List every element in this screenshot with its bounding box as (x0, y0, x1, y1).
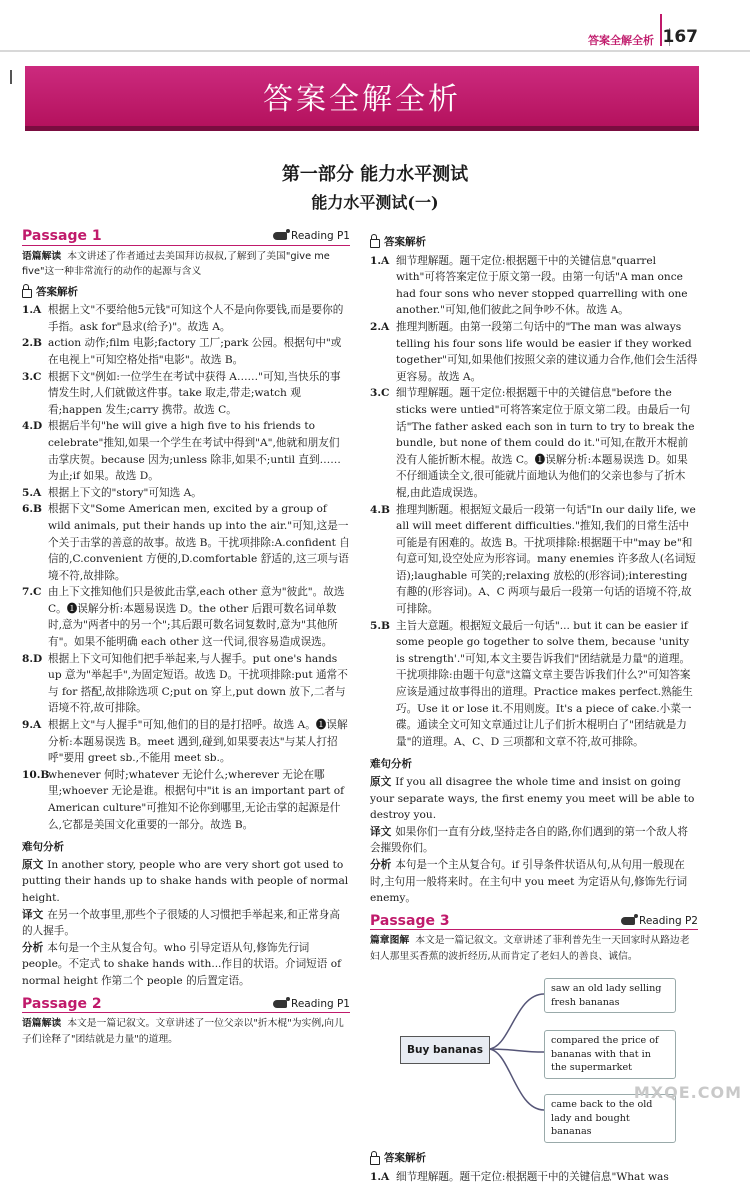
para-text: In another story, people who are very short got used to putting their hands up to shake hands with people of normal height. (22, 858, 349, 904)
mind-map-node: came back to the old lady and bought bananas (544, 1094, 676, 1143)
answers-heading-label: 答案解析 (384, 236, 426, 248)
answer-number: 5.B (370, 619, 391, 632)
para-text: 本句是一个主从复合句。who 引导定语从句,修饰先行词 people。不定式 to shake hands with...作目的状语。介词短语 of normal height 作第二个 people 的后置定语。 (22, 941, 342, 987)
passage-title: Passage 1 (22, 228, 102, 244)
intro-label: 篇章图解 (370, 935, 410, 947)
passage-title: Passage 2 (22, 995, 102, 1012)
para-text: 在另一个故事里,那些个子很矮的人习惯把手举起来,和正常身高的人握手。 (22, 908, 340, 938)
answer-text: 根据后半句"he will give a high five to his friends to celebrate"推知,如果一个学生在考试中得到"A",他就和朋友们击掌庆贺。because 因为;unless 除非,如果不;until 直到……为止;if 如果。故选 D。 (48, 420, 341, 483)
hard-sentence-original (370, 774, 698, 824)
para-key: 分析 (370, 858, 392, 871)
answer-item (22, 335, 350, 368)
passage-header (22, 228, 350, 246)
answer-text: 根据下文"Some American men, excited by a group of wild animals, put their hands up into the air."可知,这是一个关于击掌的善意的故事。故选 B。干扰项排除:A.confident 自信的,C.convenient 方便的,D.comfortable 舒适的,这三项与语境不符,故排除。 (48, 503, 350, 582)
answer-number: 2.B (22, 337, 43, 350)
right-column (370, 228, 698, 1186)
passage-intro (370, 933, 698, 964)
passage-intro (22, 249, 350, 280)
answer-text: 根据上下文可知他们把手举起来,与人握手。put one's hands up 意为"举起手",为固定短语。故选 D。干扰项排除:put 通常不与 for 搭配,故排除选项 C;put on 穿上,put down 放下,二者与语境不符,故可排除。 (48, 652, 348, 715)
reading-level (273, 996, 350, 1013)
answer-item (370, 1169, 698, 1186)
answer-item (22, 717, 350, 767)
answer-text: action 动作;film 电影;factory 工厂;park 公园。根据句中"或在电视上"可知空格处指"电影"。故选 B。 (48, 337, 342, 366)
hard-sentence-translation (22, 907, 350, 940)
passage-intro (22, 1016, 350, 1047)
intro-text: 本文讲述了作者通过去美国拜访叔叔,了解到了美国"give me five"这一种非常流行的动作的起源与含义 (22, 250, 330, 278)
left-column (22, 228, 350, 1051)
reading-level-label: Reading P2 (639, 914, 698, 927)
shoe-icon (621, 917, 635, 925)
hard-sentence-heading: 难句分析 (370, 758, 412, 771)
answer-text: 主旨大意题。根据短文最后一句话"... but it can be easier if some people go together to solve them, because 'unity is strength'."可知,本文主要告诉我们"团结就是力量"的道理。干扰项排除:由题干句意"这篇文章主要告诉我们什么?"可知答案应该是通过故事得出的道理。Practice makes perfect.熟能生巧。Use it or lose it.不用则废。It's a piece of cake.小菜一碟。通读全文可知文章通过让儿子们折木棍明白了"团结就是力量"的道理。A、C、D 三项都和文章不符,故可排除。 (396, 619, 693, 748)
mind-map-center: Buy bananas (400, 1036, 490, 1064)
passage-header (370, 913, 698, 931)
hard-sentence-heading: 难句分析 (22, 841, 64, 854)
answer-item (22, 302, 350, 335)
answer-number: 10.B (22, 768, 50, 781)
answer-item (22, 651, 350, 717)
answer-number: 5.A (22, 486, 42, 499)
mind-map (370, 970, 698, 1146)
answer-number: 3.C (22, 370, 42, 383)
answer-text: 推理判断题。根据短文最后一段第一句话"In our daily life, we all will meet different difficulties."推知,我们的日常生活中可能是有困难的。故选 B。干扰项排除:根据题干中"may be"和句意可知,设空处应为形容词。many enemies 许多敌人(名词短语);laughable 可笑的;relaxing 放松的(形容词);interesting 有趣的(形容词)。A、C 两项与最后一段第一句话的语境不符,故可排除。 (396, 503, 696, 616)
answer-item (22, 485, 350, 502)
answer-text: 根据上文"与人握手"可知,他们的目的是打招呼。故选 A。❶误解分析:本题易误选 B。meet 遇到,碰到,如果要表达"与某人打招呼"要用 greet sb.,不能用 meet sb.。 (48, 719, 348, 765)
hard-sentence-analysis (22, 940, 350, 990)
hard-sentence-original (22, 857, 350, 907)
para-key: 原文 (22, 858, 44, 871)
part-title: 第一部分 能力水平测试 (281, 164, 469, 185)
answer-item (22, 418, 350, 484)
para-text: If you all disagree the whole time and insist on going your separate ways, the first enemy you meet will be able to destroy you. (370, 776, 695, 822)
answer-number: 1.A (22, 304, 42, 317)
answer-text: 细节理解题。题干定位:根据题干中的关键信息"quarrel with"可将答案定位于原文第一段。由第一句话"A man once had four sons who never stopped quarrelling with one another."可知,他们彼此之间争吵不休。故选 A。 (396, 254, 688, 317)
answer-number: 9.A (22, 719, 42, 732)
answer-number: 3.C (370, 387, 390, 400)
shoe-icon (273, 232, 287, 240)
para-key: 分析 (22, 941, 44, 954)
answer-text: whenever 何时;whatever 无论什么;wherever 无论在哪里;whoever 无论是谁。根据句中"it is an important part of American culture"可推知不论你到哪里,无论击掌的起源是什么,它都是美国文化重要的一部分。故选 B。 (48, 768, 345, 831)
answer-number: 4.D (22, 420, 43, 433)
answer-text: 根据上文"不要给他5元钱"可知这个人不是向你要钱,而是要你的手指。ask for"恳求(给予)"。故选 A。 (48, 304, 344, 333)
para-text: 本句是一个主从复合句。if 引导条件状语从句,从句用一般现在时,主句用一般将来时。在主句中 you meet 为定语从句,修饰先行词 enemy。 (370, 858, 688, 905)
answer-number: 7.C (22, 586, 42, 599)
para-key: 译文 (22, 908, 44, 921)
reading-level-label: Reading P1 (291, 230, 350, 242)
answer-text: 细节理解题。题干定位:根据题干中的关键信息"What was (396, 1170, 669, 1183)
para-text: 如果你们一直有分歧,坚持走各自的路,你们遇到的第一个敌人将会摧毁你们。 (370, 825, 688, 855)
answers-heading (370, 234, 698, 251)
margin-mark (10, 70, 12, 84)
reading-level-label: Reading P1 (291, 997, 350, 1010)
chapter-banner (25, 66, 699, 126)
hard-sentence-translation (370, 824, 698, 857)
lock-icon (370, 1156, 380, 1165)
answers-heading (22, 284, 350, 301)
reading-level (273, 228, 350, 245)
answer-item (22, 501, 350, 584)
answer-item (370, 618, 698, 751)
answer-text: 根据上下文的"story"可知选 A。 (48, 486, 202, 499)
shoe-icon (273, 1000, 287, 1008)
banner-title: 答案全解全析 (263, 82, 461, 117)
answer-item (22, 584, 350, 650)
answer-item (22, 767, 350, 833)
answer-text: 根据下文"例如:一位学生在考试中获得 A……"可知,当快乐的事情发生时,人们就做这件事。take 取走,带走;watch 观看;happen 发生;carry 携带。故选 C。 (48, 370, 341, 416)
mind-map-node: compared the price of bananas with that in the supermarket (544, 1030, 676, 1079)
answer-item (370, 385, 698, 501)
test-title: 能力水平测试(一) (311, 193, 439, 212)
running-header: 答案全解全析 (588, 34, 654, 47)
watermark: MXQE.COM (633, 1083, 742, 1102)
passage-header (22, 996, 350, 1014)
page-number: 167 (662, 27, 698, 47)
intro-text: 本文是一篇记叙文。文章讲述了一位父亲以"折木棍"为实例,向儿子们诠释了"团结就是力量"的道理。 (22, 1018, 344, 1045)
reading-level (621, 913, 698, 930)
answer-number: 1.A (370, 1170, 390, 1183)
answer-number: 8.D (22, 652, 43, 665)
para-key: 译文 (370, 825, 392, 838)
answer-item (370, 502, 698, 618)
intro-text: 本文是一篇记叙文。文章讲述了菲利普先生一天回家时从路边老妇人那里买香蕉的波折经历,从而肯定了老妇人的善良、诚信。 (370, 935, 690, 962)
answer-item (370, 319, 698, 385)
answer-item (22, 369, 350, 419)
passage-title: Passage 3 (370, 912, 450, 929)
answer-number: 4.B (370, 503, 391, 516)
answer-number: 2.A (370, 320, 390, 333)
answers-heading-label: 答案解析 (384, 1152, 426, 1165)
para-key: 原文 (370, 776, 392, 788)
answer-item (370, 253, 698, 319)
lock-icon (22, 289, 32, 298)
answers-heading-label: 答案解析 (36, 285, 78, 298)
answer-number: 6.B (22, 503, 43, 516)
mind-map-node: saw an old lady selling fresh bananas (544, 978, 676, 1013)
answer-text: 细节理解题。题干定位:根据题干中的关键信息"before the sticks were untied"可将答案定位于原文第二段。由最后一句话"The father asked each son in turn to try to break the bundle, but none of them could do it."可知,在散开木棍前没有人能折断木棍。故选 C。❶误解分析:本题易误选 D。如果不仔细通读全文,很可能就片面地认为他们的父亲也参与了折木棍,由此造成误选。 (396, 387, 695, 499)
lock-icon (370, 239, 380, 248)
intro-label: 语篇解读 (22, 250, 62, 262)
answer-text: 推理判断题。由第一段第二句话中的"The man was always telling his four sons life would be easier if they worked together"可知,如果他们按照父亲的建议通力合作,他们会生活得更容易。故选 A。 (396, 320, 698, 383)
intro-label: 语篇解读 (22, 1018, 62, 1030)
hard-sentence-analysis (370, 857, 698, 907)
answers-heading (370, 1150, 698, 1167)
answer-number: 1.A (370, 254, 390, 267)
answer-text: 由上下文推知他们只是彼此击掌,each other 意为"彼此"。故选 C。❶误解分析:本题易误选 D。the other 后跟可数名词单数时,意为"两者中的另一个";其后跟可数名词复数时,意为"其他所有"。如果不能明确 each other 这一代词,很容易造成误选。 (48, 586, 345, 649)
header-rule (0, 50, 750, 52)
